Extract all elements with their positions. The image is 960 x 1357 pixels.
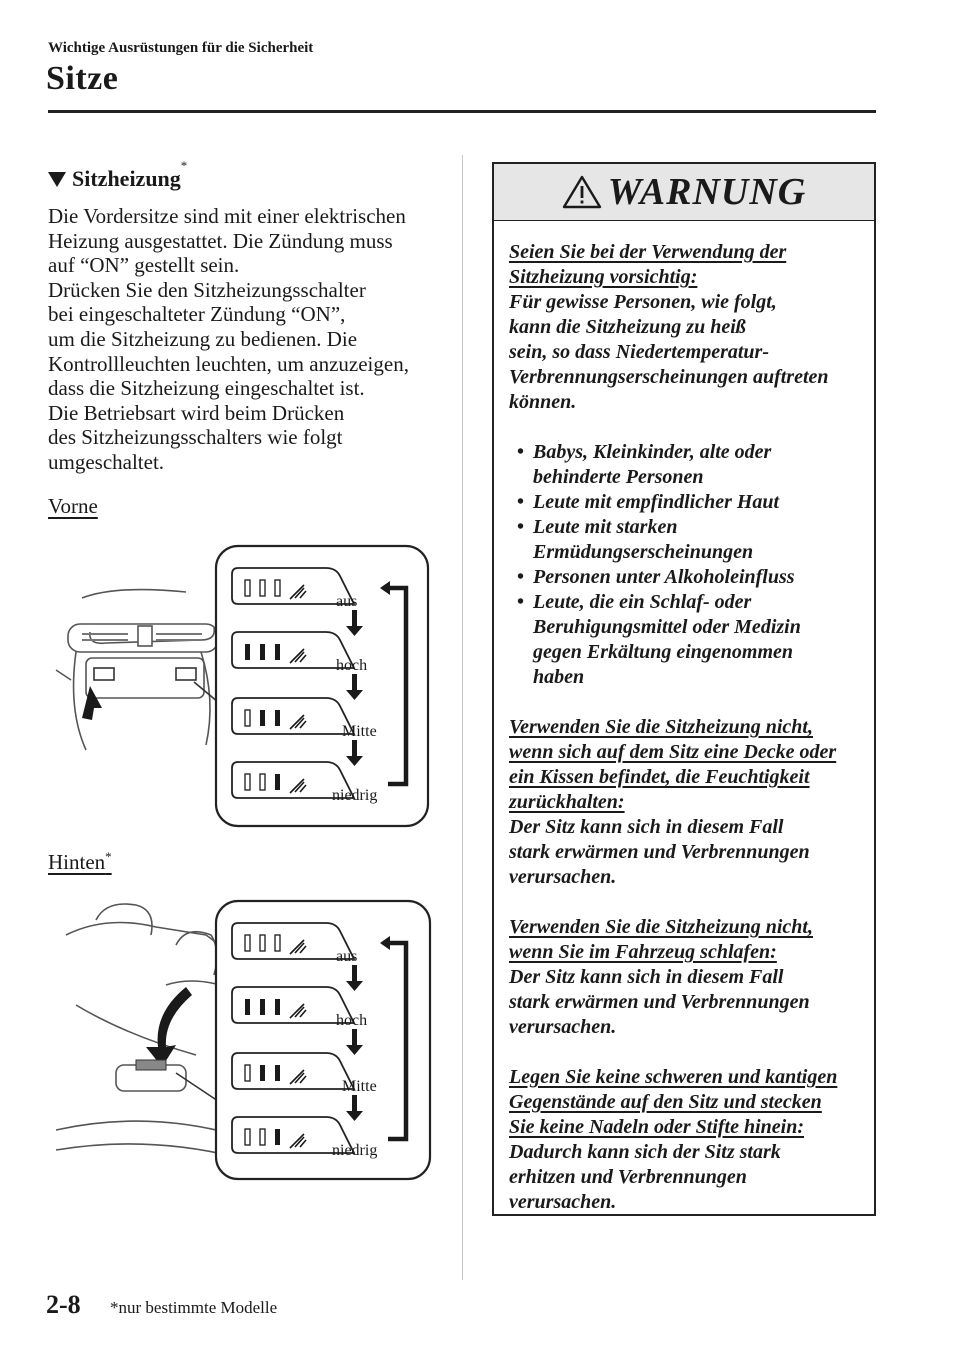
warning-bullet [509, 590, 869, 690]
mode-label: Mitte [342, 1078, 377, 1095]
warning-text-line: Der Sitz kann sich in diesem Fall [509, 966, 784, 988]
switch-indicator-2 [232, 698, 354, 734]
warning-bullet [509, 490, 869, 515]
bullet-icon: • [517, 591, 525, 613]
warning-title: WARNUNG [607, 171, 807, 213]
bullet-line: Ermüdungserscheinungen [533, 541, 754, 563]
paragraph-line: dass die Sitzheizung eingeschaltet ist. [48, 376, 365, 401]
mode-label: aus [336, 593, 358, 610]
down-arrow-icon [352, 674, 357, 692]
bullet-line: Beruhigungsmittel oder Medizin [533, 616, 801, 638]
column-divider [462, 155, 463, 1280]
warning-heading-line: Verwenden Sie die Sitzheizung nicht, [509, 716, 813, 738]
bullet-icon: • [517, 491, 525, 513]
warning-header [494, 164, 874, 221]
warning-bullet [509, 565, 869, 590]
footnote: *nur bestimmte Modelle [110, 1298, 278, 1317]
paragraph-line: des Sitzheizungsschalters wie folgt [48, 425, 343, 450]
warning-text-line: stark erwärmen und Verbrennungen [509, 841, 810, 863]
spacer [509, 890, 869, 915]
warning-text-line: Der Sitz kann sich in diesem Fall [509, 816, 784, 838]
paragraph-line: Kontrollleuchten leuchten, um anzuzeigen, [48, 351, 409, 376]
front-switch-illustration [46, 540, 436, 830]
warning-text-line: verursachen. [509, 1016, 617, 1038]
bullet-line: Leute mit starken [533, 516, 678, 538]
body-paragraph [48, 204, 448, 475]
bullet-line: haben [533, 666, 585, 688]
warning-text-line: Dadurch kann sich der Sitz stark [509, 1141, 781, 1163]
paragraph-line: auf “ON” gestellt sein. [48, 253, 240, 278]
paragraph-line: Drücken Sie den Sitzheizungsschalter [48, 277, 366, 302]
warning-text-line: stark erwärmen und Verbrennungen [509, 991, 810, 1013]
down-arrow-icon [352, 965, 357, 983]
warning-text-line: erhitzen und Verbrennungen [509, 1166, 747, 1188]
warning-text-line: kann die Sitzheizung zu heiß [509, 316, 746, 338]
mode-label: niedrig [332, 1142, 378, 1159]
header-rule [48, 110, 876, 113]
warning-text-line: verursachen. [509, 866, 617, 888]
warning-heading-line: Sitzheizung vorsichtig: [509, 266, 698, 288]
rear-switch-illustration [46, 895, 441, 1185]
warning-heading-line: Legen Sie keine schweren und kantigen [509, 1066, 838, 1088]
paragraph-line: Die Betriebsart wird beim Drücken [48, 400, 345, 425]
section-label: Wichtige Ausrüstungen für die Sicherheit [48, 40, 314, 56]
spacer [509, 1040, 869, 1065]
paragraph-line: Heizung ausgestattet. Die Zündung muss [48, 228, 393, 253]
press-arrow-icon [146, 987, 192, 1067]
bullet-line: gegen Erkältung eingenommen [533, 641, 794, 663]
down-arrow-icon [352, 1095, 357, 1113]
paragraph-line: umgeschaltet. [48, 449, 165, 474]
warning-triangle-icon [562, 174, 602, 210]
mode-label: niedrig [332, 787, 378, 804]
bullet-line: Leute mit empfindlicher Haut [533, 491, 780, 513]
front-label: Vorne [48, 494, 98, 518]
warning-text-line: verursachen. [509, 1191, 617, 1213]
warning-text-line: Für gewisse Personen, wie folgt, [509, 291, 777, 313]
spacer [509, 690, 869, 715]
warning-heading-line: ein Kissen befindet, die Feuchtigkeit [509, 766, 810, 788]
paragraph-line: um die Sitzheizung zu bedienen. Die [48, 326, 358, 351]
warning-heading-line: Seien Sie bei der Verwendung der [509, 241, 787, 263]
warning-heading-line: wenn Sie im Fahrzeug schlafen: [509, 941, 777, 963]
warning-heading-line: wenn sich auf dem Sitz eine Decke oder [509, 741, 837, 763]
seat-heater-switch [94, 668, 114, 680]
warning-bullet [509, 440, 869, 490]
press-arrow-icon [82, 686, 102, 720]
bullet-line: Personen unter Alkoholeinfluss [533, 566, 795, 588]
switch-indicator-2 [232, 1053, 354, 1089]
down-arrow-icon [352, 610, 357, 628]
subheading-text: Sitzheizung [72, 166, 181, 191]
triangle-down-icon [48, 172, 66, 187]
down-arrow-icon [352, 1029, 357, 1047]
warning-heading-line: zurückhalten: [509, 791, 625, 813]
warning-heading-line: Sie keine Nadeln oder Stifte hinein: [509, 1116, 804, 1138]
bullet-icon: • [517, 566, 525, 588]
mode-label: hoch [336, 657, 368, 674]
warning-heading-line: Gegenstände auf den Sitz und stecken [509, 1091, 822, 1113]
bullet-icon: • [517, 441, 525, 463]
subheading: Sitzheizung * [48, 166, 187, 192]
spacer [509, 415, 869, 440]
warning-text-line: sein, so dass Niedertemperatur- [509, 341, 769, 363]
mode-label: Mitte [342, 723, 377, 740]
mode-label: aus [336, 948, 358, 965]
warning-heading-line: Verwenden Sie die Sitzheizung nicht, [509, 916, 813, 938]
bullet-line: Babys, Kleinkinder, alte oder [533, 441, 772, 463]
paragraph-line: Die Vordersitze sind mit einer elektrischen [48, 204, 406, 228]
paragraph-line: bei eingeschalteter Zündung “ON”, [48, 302, 346, 327]
warning-text-line: können. [509, 391, 577, 413]
down-arrow-icon [352, 740, 357, 758]
page-title: Sitze [46, 60, 119, 97]
page-number: 2-8 [46, 1290, 81, 1319]
bullet-line: behinderte Personen [533, 466, 704, 488]
bullet-icon: • [517, 516, 525, 538]
warning-bullet [509, 515, 869, 565]
rear-label: Hinten* [48, 849, 112, 874]
mode-label: hoch [336, 1012, 368, 1029]
warning-body [509, 240, 869, 1215]
warning-text-line: Verbrennungserscheinungen auftreten [509, 366, 829, 388]
bullet-line: Leute, die ein Schlaf- oder [533, 591, 752, 613]
